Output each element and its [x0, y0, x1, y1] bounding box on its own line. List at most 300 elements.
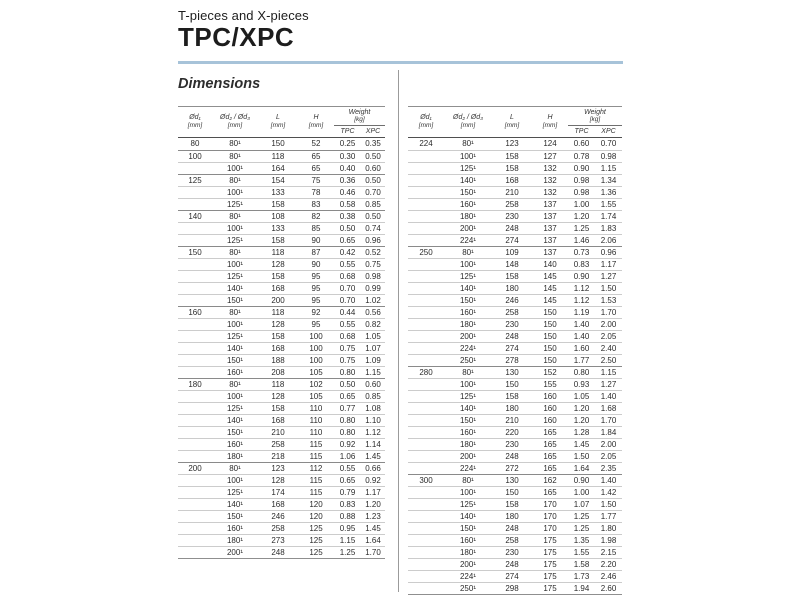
cell-d1: 280: [419, 367, 433, 377]
cell-tpc: 1.94: [573, 583, 590, 593]
cell-h: 175: [543, 559, 557, 569]
cell-xpc: 0.66: [365, 463, 381, 473]
cell-d2d3: 224¹: [459, 343, 476, 353]
cell-d2d3: 100¹: [459, 259, 476, 269]
cell-tpc: 1.00: [573, 487, 590, 497]
cell-d2d3: 80¹: [462, 475, 474, 485]
cell-h: 115: [309, 439, 323, 449]
col-header-h-unit: [mm]: [542, 122, 558, 130]
table-row: [408, 450, 622, 462]
cell-l: 180: [505, 511, 519, 521]
cell-l: 158: [271, 271, 285, 281]
cell-d2d3: 125¹: [226, 199, 243, 209]
cell-d2d3: 140¹: [459, 283, 476, 293]
table-row: [408, 486, 622, 498]
cell-l: 273: [271, 535, 285, 545]
table-row: [178, 498, 385, 510]
cell-d2d3: 100¹: [459, 151, 476, 161]
cell-d2d3: 160¹: [459, 307, 476, 317]
cell-d2d3: 140¹: [459, 403, 476, 413]
cell-h: 115: [309, 475, 323, 485]
cell-tpc: 1.06: [339, 451, 356, 461]
cell-h: 137: [543, 199, 557, 209]
table-body-right: [408, 138, 622, 595]
cell-xpc: 2.46: [600, 571, 617, 581]
table-row: [178, 510, 385, 522]
cell-d2d3: 125¹: [459, 391, 476, 401]
cell-d2d3: 160¹: [226, 367, 243, 377]
cell-d2d3: 180¹: [459, 211, 476, 221]
cell-h: 145: [543, 283, 557, 293]
cell-d2d3: 125¹: [459, 271, 476, 281]
document-header: [178, 8, 624, 51]
table-row: [178, 522, 385, 534]
cell-h: 87: [311, 247, 321, 257]
cell-l: 174: [271, 487, 285, 497]
cell-d2d3: 150¹: [459, 523, 476, 533]
cell-tpc: 0.90: [573, 475, 590, 485]
cell-xpc: 2.05: [600, 451, 617, 461]
cell-xpc: 0.60: [365, 379, 381, 389]
table-row: [178, 474, 385, 486]
cell-d2d3: 150¹: [226, 427, 243, 437]
col-header-weight-label: Weight: [584, 108, 606, 116]
cell-h: 83: [311, 199, 321, 209]
cell-h: 165: [543, 463, 557, 473]
cell-tpc: 1.50: [573, 451, 590, 461]
cell-l: 150: [505, 487, 519, 497]
table-row: [178, 270, 385, 282]
cell-h: 165: [543, 427, 557, 437]
table-row: [178, 318, 385, 330]
cell-xpc: 1.40: [600, 391, 617, 401]
table-row: [178, 414, 385, 426]
cell-l: 188: [271, 355, 285, 365]
cell-l: 298: [505, 583, 519, 593]
cell-d2d3: 160¹: [459, 427, 476, 437]
cell-l: 248: [505, 223, 519, 233]
cell-xpc: 0.70: [600, 139, 617, 148]
cell-tpc: 0.65: [339, 235, 356, 245]
cell-h: 115: [309, 487, 323, 497]
cell-h: 150: [543, 307, 557, 317]
cell-l: 128: [271, 391, 285, 401]
cell-xpc: 0.56: [365, 307, 381, 317]
cell-l: 248: [505, 331, 519, 341]
table-row: [408, 174, 622, 186]
cell-d1: 250: [419, 247, 433, 257]
cell-l: 248: [505, 523, 519, 533]
cell-h: 150: [543, 355, 557, 365]
cell-h: 78: [311, 187, 321, 197]
cell-l: 230: [505, 547, 519, 557]
col-subheader-xpc: XPC: [601, 128, 616, 135]
cell-d2d3: 180¹: [226, 535, 243, 545]
cell-d2d3: 100¹: [226, 391, 243, 401]
cell-d2d3: 125¹: [226, 487, 243, 497]
cell-tpc: 1.05: [573, 391, 590, 401]
cell-xpc: 2.50: [600, 355, 617, 365]
cell-xpc: 1.27: [600, 379, 617, 389]
cell-l: 248: [505, 451, 519, 461]
cell-d2d3: 200¹: [459, 331, 476, 341]
cell-tpc: 0.25: [339, 139, 356, 148]
cell-h: 82: [311, 211, 321, 221]
cell-xpc: 1.77: [600, 511, 617, 521]
cell-h: 132: [543, 163, 557, 173]
col-header-l-symbol: L: [276, 114, 280, 122]
cell-tpc: 0.79: [339, 487, 356, 497]
col-header-d1: [408, 107, 444, 137]
table-row: [408, 390, 622, 402]
document-supertitle: T-pieces and X-pieces: [178, 8, 309, 23]
cell-xpc: 0.96: [600, 247, 617, 257]
cell-xpc: 1.07: [365, 343, 381, 353]
col-header-d1: [178, 107, 212, 137]
cell-d2d3: 250¹: [459, 583, 476, 593]
col-subheader-tpc: TPC: [574, 128, 589, 135]
cell-d2d3: 80¹: [229, 139, 241, 148]
cell-xpc: 0.74: [365, 223, 381, 233]
dimensions-table-left: [178, 106, 385, 559]
table-row: [178, 546, 385, 558]
cell-l: 230: [505, 319, 519, 329]
cell-d2d3: 125¹: [226, 331, 243, 341]
cell-tpc: 0.75: [339, 355, 356, 365]
cell-l: 118: [271, 151, 285, 161]
cell-l: 108: [271, 211, 285, 221]
table-row: [178, 366, 385, 378]
cell-h: 165: [543, 487, 557, 497]
cell-xpc: 1.02: [365, 295, 381, 305]
cell-xpc: 1.20: [365, 499, 381, 509]
cell-xpc: 0.60: [365, 163, 381, 173]
cell-tpc: 1.00: [573, 199, 590, 209]
cell-d1: 150: [188, 247, 202, 257]
cell-d2d3: 80¹: [229, 463, 241, 473]
cell-xpc: 1.40: [600, 475, 617, 485]
cell-d2d3: 140¹: [226, 343, 243, 353]
cell-xpc: 1.12: [365, 427, 381, 437]
cell-d2d3: 160¹: [459, 199, 476, 209]
cell-h: 137: [543, 247, 557, 257]
col-header-h-unit: [mm]: [308, 122, 324, 130]
cell-xpc: 0.70: [365, 187, 381, 197]
table-row: [408, 258, 622, 270]
table-row: [408, 150, 622, 162]
cell-h: 120: [309, 511, 323, 521]
cell-tpc: 0.90: [573, 271, 590, 281]
cell-h: 175: [543, 583, 557, 593]
cell-h: 95: [311, 283, 321, 293]
cell-l: 274: [505, 343, 519, 353]
cell-tpc: 0.80: [339, 415, 356, 425]
cell-d2d3: 160¹: [226, 523, 243, 533]
table-row: [178, 294, 385, 306]
cell-xpc: 1.50: [600, 283, 617, 293]
cell-l: 158: [271, 331, 285, 341]
cell-d2d3: 160¹: [459, 535, 476, 545]
cell-h: 100: [309, 343, 323, 353]
cell-xpc: 2.40: [600, 343, 617, 353]
cell-tpc: 0.95: [339, 523, 356, 533]
cell-d2d3: 80¹: [229, 151, 241, 161]
cell-tpc: 1.40: [573, 319, 590, 329]
cell-l: 123: [505, 139, 519, 148]
cell-tpc: 1.25: [573, 523, 590, 533]
cell-l: 154: [271, 175, 285, 185]
cell-h: 105: [309, 391, 323, 401]
cell-h: 100: [309, 355, 323, 365]
cell-tpc: 0.93: [573, 379, 590, 389]
cell-tpc: 1.40: [573, 331, 590, 341]
cell-tpc: 0.38: [339, 211, 356, 221]
cell-xpc: 2.35: [600, 463, 617, 473]
cell-d1: 180: [188, 379, 202, 389]
table-row: [408, 318, 622, 330]
cell-l: 168: [271, 415, 285, 425]
cell-xpc: 0.75: [365, 259, 381, 269]
cell-tpc: 0.90: [573, 163, 590, 173]
cell-d2d3: 180¹: [459, 319, 476, 329]
cell-d2d3: 80¹: [229, 211, 241, 221]
cell-xpc: 1.74: [600, 211, 617, 221]
cell-xpc: 1.45: [365, 451, 381, 461]
table-row: [178, 390, 385, 402]
cell-tpc: 0.80: [339, 427, 356, 437]
cell-l: 246: [505, 295, 519, 305]
cell-tpc: 0.88: [339, 511, 356, 521]
cell-l: 248: [271, 547, 285, 557]
cell-tpc: 0.80: [339, 367, 356, 377]
col-header-d1-symbol: Ød₁: [420, 114, 432, 122]
cell-d2d3: 100¹: [226, 259, 243, 269]
cell-l: 128: [271, 319, 285, 329]
cell-h: 137: [543, 223, 557, 233]
table-row: [408, 282, 622, 294]
cell-l: 118: [271, 247, 285, 257]
cell-l: 133: [271, 187, 285, 197]
cell-d2d3: 125¹: [226, 271, 243, 281]
cell-xpc: 1.50: [600, 499, 617, 509]
cell-h: 175: [543, 571, 557, 581]
section-title-dimensions: Dimensions: [178, 76, 261, 92]
cell-tpc: 0.55: [339, 463, 356, 473]
cell-h: 65: [311, 163, 321, 173]
cell-tpc: 1.25: [339, 547, 356, 557]
cell-h: 170: [543, 523, 557, 533]
table-row: [408, 546, 622, 558]
cell-tpc: 1.20: [573, 403, 590, 413]
col-header-d2d3-symbol: Ød₂ / Ød₃: [453, 114, 483, 122]
table-row: [408, 534, 622, 546]
cell-h: 102: [309, 379, 323, 389]
cell-h: 110: [309, 415, 323, 425]
cell-l: 230: [505, 211, 519, 221]
cell-d2d3: 200¹: [459, 559, 476, 569]
cell-xpc: 1.17: [600, 259, 617, 269]
col-header-d2d3: [212, 107, 258, 137]
cell-l: 158: [505, 151, 519, 161]
cell-d2d3: 100¹: [226, 319, 243, 329]
cell-h: 92: [311, 307, 321, 317]
cell-xpc: 0.92: [365, 475, 381, 485]
table-row: [408, 582, 622, 594]
cell-tpc: 0.78: [573, 151, 590, 161]
cell-tpc: 0.68: [339, 331, 356, 341]
table-row: [408, 294, 622, 306]
cell-h: 170: [543, 511, 557, 521]
table-row: [408, 426, 622, 438]
cell-l: 130: [505, 475, 519, 485]
table-row: [178, 378, 385, 390]
cell-xpc: 1.98: [600, 535, 617, 545]
cell-d2d3: 200¹: [459, 223, 476, 233]
cell-d2d3: 180¹: [459, 547, 476, 557]
cell-l: 180: [505, 283, 519, 293]
cell-d2d3: 100¹: [459, 379, 476, 389]
cell-tpc: 0.40: [339, 163, 356, 173]
cell-xpc: 0.98: [600, 151, 617, 161]
cell-tpc: 0.60: [573, 139, 590, 148]
table-row: [408, 378, 622, 390]
cell-d2d3: 150¹: [459, 415, 476, 425]
table-row: [408, 558, 622, 570]
table-row: [178, 198, 385, 210]
cell-tpc: 0.36: [339, 175, 356, 185]
cell-l: 218: [271, 451, 285, 461]
cell-xpc: 1.10: [365, 415, 381, 425]
cell-d2d3: 180¹: [226, 451, 243, 461]
table-header: [178, 106, 385, 138]
cell-l: 258: [505, 307, 519, 317]
cell-xpc: 0.85: [365, 391, 381, 401]
cell-d1: 200: [188, 463, 202, 473]
cell-h: 95: [311, 295, 321, 305]
col-header-h-symbol: H: [547, 114, 553, 122]
cell-l: 158: [271, 403, 285, 413]
cell-l: 148: [505, 259, 519, 269]
cell-h: 160: [543, 415, 557, 425]
cell-tpc: 0.68: [339, 271, 356, 281]
cell-tpc: 0.98: [573, 175, 590, 185]
col-header-d2d3-unit: [mm]: [227, 122, 243, 130]
cell-h: 160: [543, 403, 557, 413]
col-header-weight-label: Weight: [348, 108, 371, 116]
cell-l: 246: [271, 511, 285, 521]
table-row: [408, 306, 622, 318]
table-row: [408, 186, 622, 198]
cell-tpc: 0.46: [339, 187, 356, 197]
cell-xpc: 2.00: [600, 319, 617, 329]
cell-xpc: 1.05: [365, 331, 381, 341]
col-header-l-unit: [mm]: [270, 122, 286, 130]
cell-h: 170: [543, 499, 557, 509]
cell-xpc: 1.09: [365, 355, 381, 365]
cell-tpc: 0.98: [573, 187, 590, 197]
cell-d1: 140: [188, 211, 202, 221]
cell-d1: 100: [188, 151, 202, 161]
col-header-weight: [568, 107, 622, 126]
cell-tpc: 0.50: [339, 379, 356, 389]
cell-h: 75: [311, 175, 321, 185]
table-row: [178, 138, 385, 150]
cell-h: 95: [311, 319, 321, 329]
cell-tpc: 0.73: [573, 247, 590, 257]
cell-h: 162: [543, 475, 557, 485]
cell-xpc: 1.70: [365, 547, 381, 557]
table-row: [408, 246, 622, 258]
cell-h: 150: [543, 343, 557, 353]
cell-tpc: 0.65: [339, 391, 356, 401]
cell-xpc: 0.96: [365, 235, 381, 245]
cell-xpc: 2.00: [600, 439, 617, 449]
cell-xpc: 1.15: [600, 367, 617, 377]
cell-d2d3: 140¹: [459, 175, 476, 185]
table-row: [178, 354, 385, 366]
cell-tpc: 0.77: [339, 403, 356, 413]
cell-tpc: 1.07: [573, 499, 590, 509]
cell-xpc: 2.05: [600, 331, 617, 341]
cell-h: 95: [311, 271, 321, 281]
table-row: [178, 150, 385, 162]
table-row: [178, 210, 385, 222]
cell-tpc: 1.64: [573, 463, 590, 473]
cell-d1: 224: [419, 139, 433, 148]
cell-l: 158: [271, 199, 285, 209]
cell-tpc: 1.35: [573, 535, 590, 545]
cell-xpc: 1.53: [600, 295, 617, 305]
cell-tpc: 1.28: [573, 427, 590, 437]
cell-tpc: 1.55: [573, 547, 590, 557]
cell-xpc: 1.70: [600, 415, 617, 425]
cell-xpc: 0.35: [365, 139, 381, 148]
cell-tpc: 0.30: [339, 151, 356, 161]
cell-tpc: 1.20: [573, 211, 590, 221]
cell-h: 150: [543, 331, 557, 341]
cell-d2d3: 80¹: [229, 307, 241, 317]
col-header-d2d3-symbol: Ød₂ / Ød₃: [220, 114, 250, 122]
cell-d2d3: 80¹: [229, 175, 241, 185]
cell-tpc: 0.80: [573, 367, 590, 377]
cell-l: 278: [505, 355, 519, 365]
cell-tpc: 1.19: [573, 307, 590, 317]
cell-xpc: 2.15: [600, 547, 617, 557]
cell-tpc: 0.58: [339, 199, 356, 209]
cell-d2d3: 140¹: [226, 415, 243, 425]
cell-h: 100: [309, 331, 323, 341]
cell-xpc: 1.08: [365, 403, 381, 413]
col-header-l: [258, 107, 298, 137]
cell-l: 158: [505, 163, 519, 173]
col-header-l-unit: [mm]: [504, 122, 520, 130]
cell-tpc: 0.75: [339, 343, 356, 353]
cell-xpc: 1.34: [600, 175, 617, 185]
cell-l: 208: [271, 367, 285, 377]
cell-d2d3: 100¹: [226, 475, 243, 485]
cell-l: 220: [505, 427, 519, 437]
cell-h: 124: [543, 139, 557, 148]
cell-tpc: 1.15: [339, 535, 356, 545]
col-header-d2d3: [444, 107, 492, 137]
table-row: [408, 366, 622, 378]
cell-d2d3: 140¹: [459, 511, 476, 521]
cell-h: 110: [309, 427, 323, 437]
table-row: [178, 486, 385, 498]
cell-xpc: 1.14: [365, 439, 381, 449]
cell-h: 155: [543, 379, 557, 389]
cell-h: 160: [543, 391, 557, 401]
